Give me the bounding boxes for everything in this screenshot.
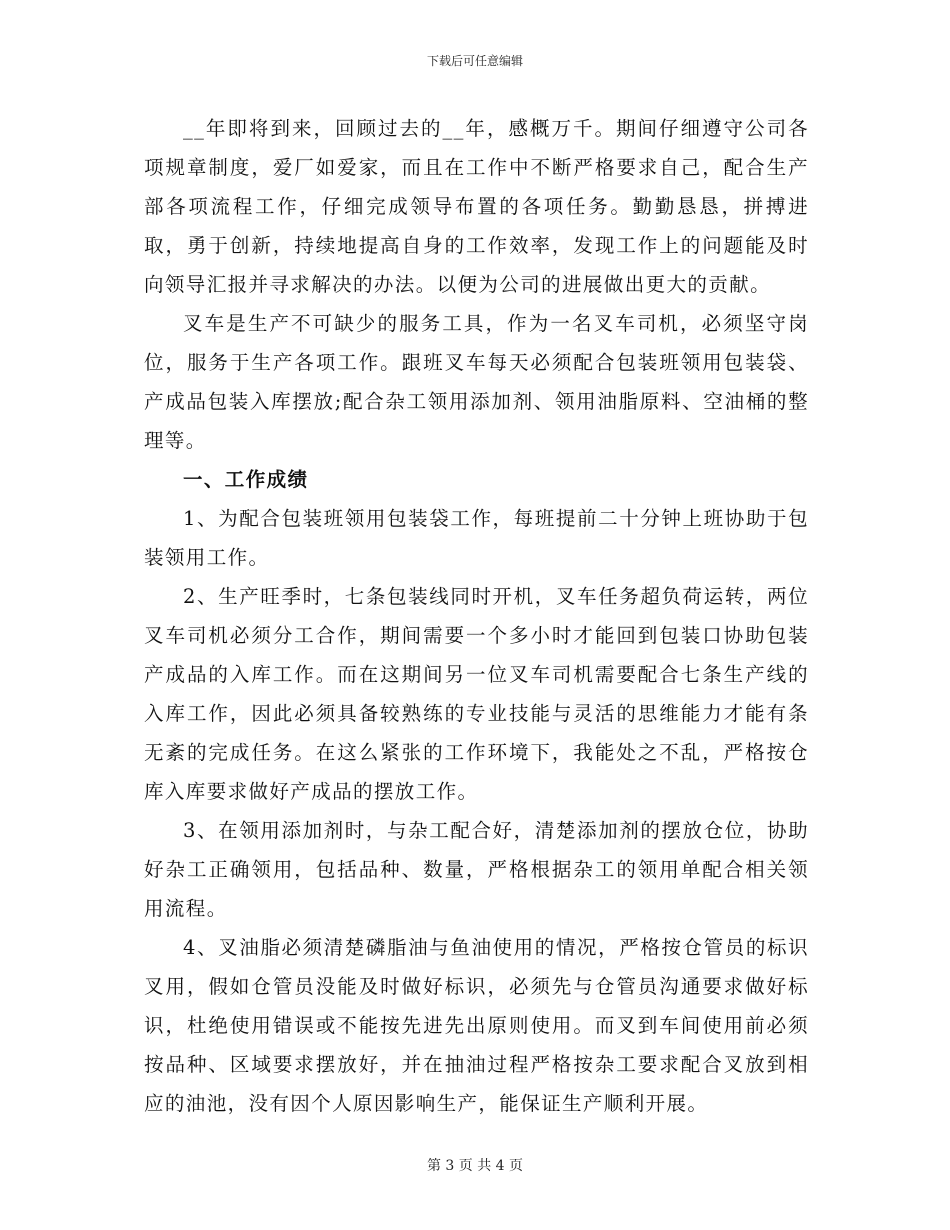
list-item: 3、在领用添加剂时，与杂工配合好，清楚添加剂的摆放仓位，协助好杂工正确领用，包括品种、数量，严格根据杂工的领用单配合相关领用流程。 [144, 819, 809, 920]
list-item: 4、叉油脂必须清楚磷脂油与鱼油使用的情况，严格按仓管员的标识叉用，假如仓管员没能及时做好标识，必须先与仓管员沟通要求做好标识，杜绝使用错误或不能按先进先出原则使用。而叉到车间使用前必须按品种、区域要求摆放好，并在抽油过程严格按杂工要求配合叉放到相应的油池，没有因个人原因影响生产，能保证生产顺利开展。 [144, 936, 809, 1115]
intro-paragraph: __年即将到来，回顾过去的__年，感概万千。期间仔细遵守公司各项规章制度，爱厂如爱家，而且在工作中不断严格要求自己，配合生产部各项流程工作，仔细完成领导布置的各项任务。勤勤恳恳，拼搏进取，勇于创新，持续地提高自身的工作效率，发现工作上的问题能及时向领导汇报并寻求解决的办法。以便为公司的进展做出更大的贡献。 [144, 117, 809, 296]
forklift-duty-paragraph: 叉车是生产不可缺少的服务工具，作为一名叉车司机，必须坚守岗位，服务于生产各项工作。跟班叉车每天必须配合包装班领用包装袋、产成品包装入库摆放;配合杂工领用添加剂、领用油脂原料、空油桶的整理等。 [144, 312, 809, 452]
list-item: 2、生产旺季时，七条包装线同时开机，叉车任务超负荷运转，两位叉车司机必须分工合作，期间需要一个多小时才能回到包装口协助包装产成品的入库工作。而在这期间另一位叉车司机需要配合七条生产线的入库工作，因此必须具备较熟练的专业技能与灵活的思维能力才能有条无紊的完成任务。在这么紧张的工作环境下，我能处之不乱，严格按仓库入库要求做好产成品的摆放工作。 [144, 585, 809, 803]
section-heading: 一、工作成绩 [183, 468, 309, 491]
page-header: 下载后可任意编辑 [426, 54, 523, 68]
page-number: 第 3 页 共 4 页 [426, 1158, 524, 1174]
list-item: 1、为配合包装班领用包装袋工作，每班提前二十分钟上班协助于包装领用工作。 [144, 507, 809, 569]
document-body [144, 109, 809, 1123]
